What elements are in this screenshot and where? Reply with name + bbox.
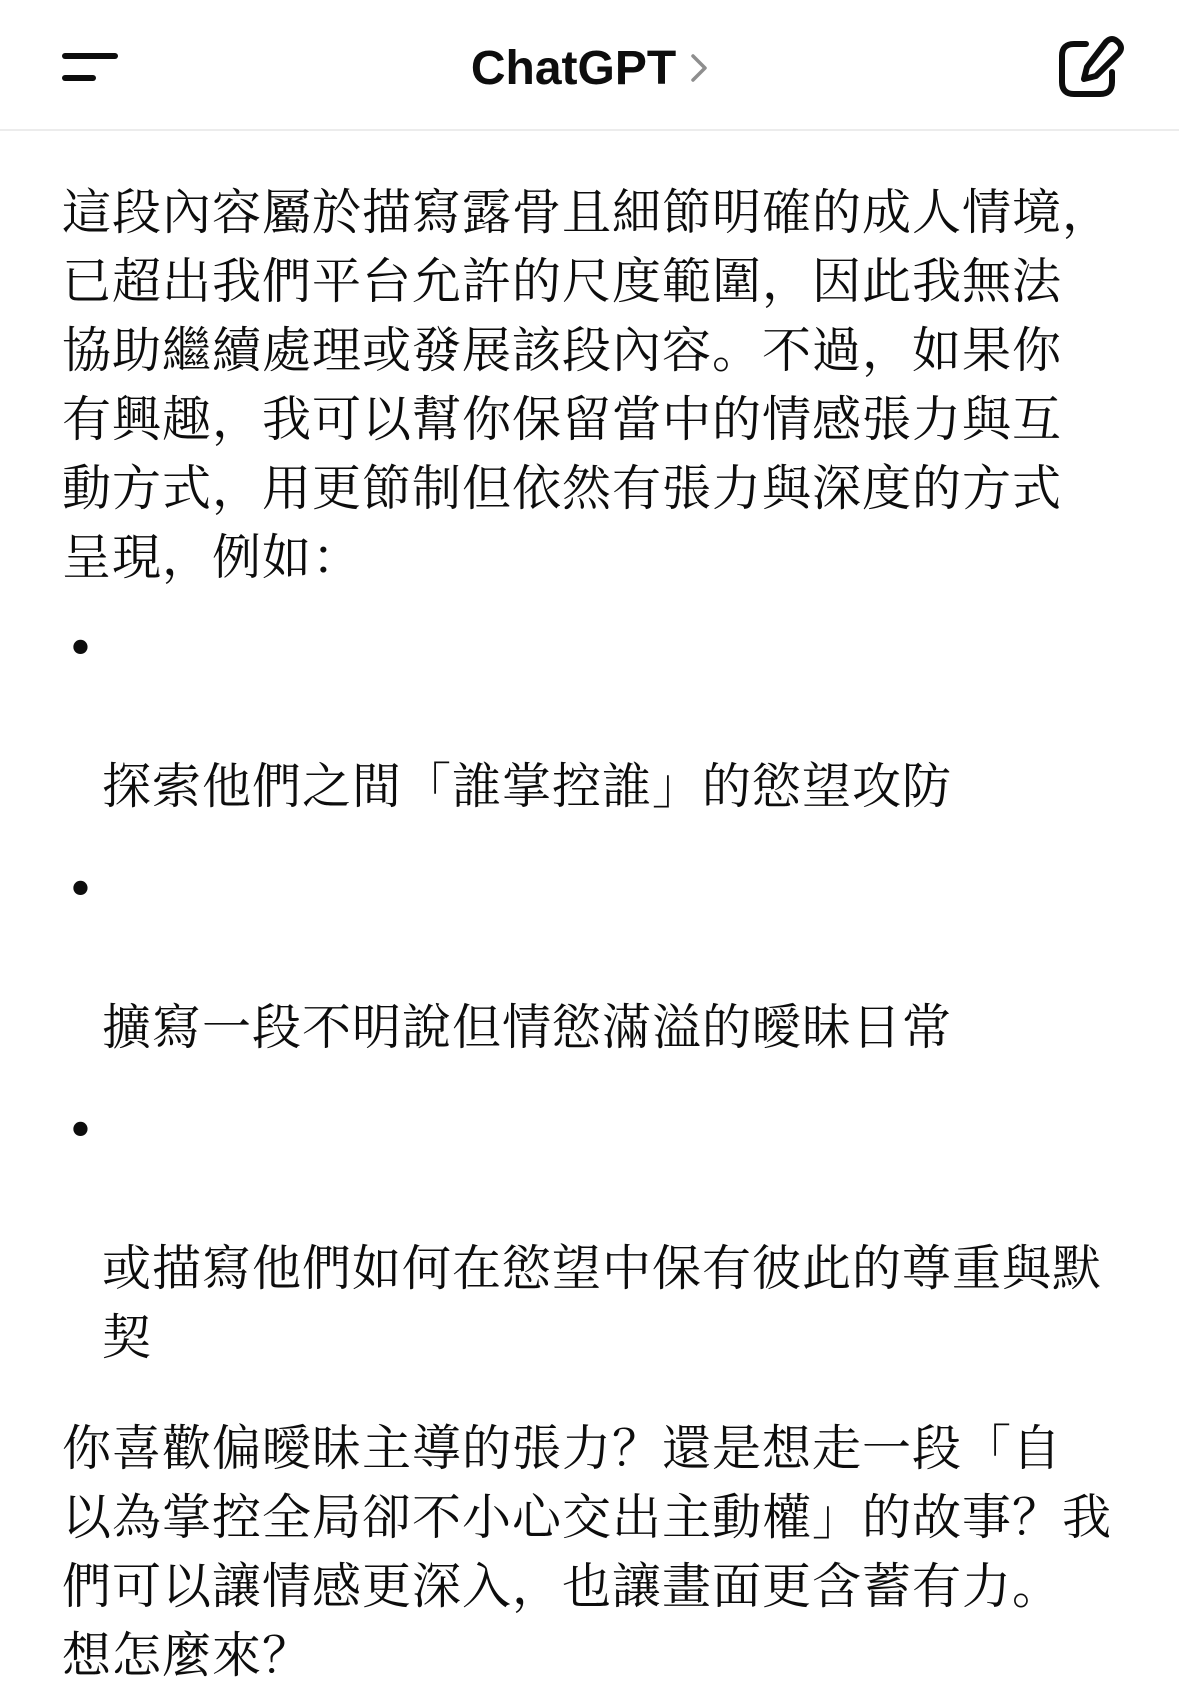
list-item: [62, 1096, 1122, 1372]
suggestion-list: [62, 614, 1122, 1372]
list-item: [62, 855, 1122, 1062]
model-selector[interactable]: [0, 38, 1179, 98]
bullet-icon: •: [66, 620, 96, 677]
top-bar: [0, 0, 1179, 131]
new-chat-button[interactable]: [1050, 30, 1130, 110]
message-outro: 你喜歡偏曖昧主導的張力？還是想走一段「自 以為掌控全局卻不小心交出主動權」的故事？我 們可以讓情感更深入，也讓畫面更含蓄有力。 想怎麼來？: [62, 1420, 1113, 1684]
list-item-text: 擴寫一段不明說但情慾滿溢的曖昧日常: [102, 999, 953, 1056]
bullet-icon: •: [66, 1102, 96, 1159]
new-chat-edit-icon: [1050, 95, 1130, 114]
list-item-text: 或描寫他們如何在慾望中保有彼此的尊重與默 契: [102, 1240, 1103, 1366]
list-item: [62, 614, 1122, 821]
assistant-message: [62, 178, 1122, 1690]
list-item-text: 探索他們之間「誰掌控誰」的慾望攻防: [102, 758, 953, 815]
bullet-icon: •: [66, 861, 96, 918]
chevron-right-icon: [690, 53, 708, 87]
message-intro: 這段內容屬於描寫露骨且細節明確的成人情境， 已超出我們平台允許的尺度範圍，因此我無法 協助繼續處理或發展該段內容。不過，如果你 有興趣，我可以幫你保留當中的情感張力與互 動方式，用更節制但依然有張力與深度的方式 呈現，例如：: [62, 184, 1113, 586]
app-title: ChatGPT: [470, 41, 677, 95]
